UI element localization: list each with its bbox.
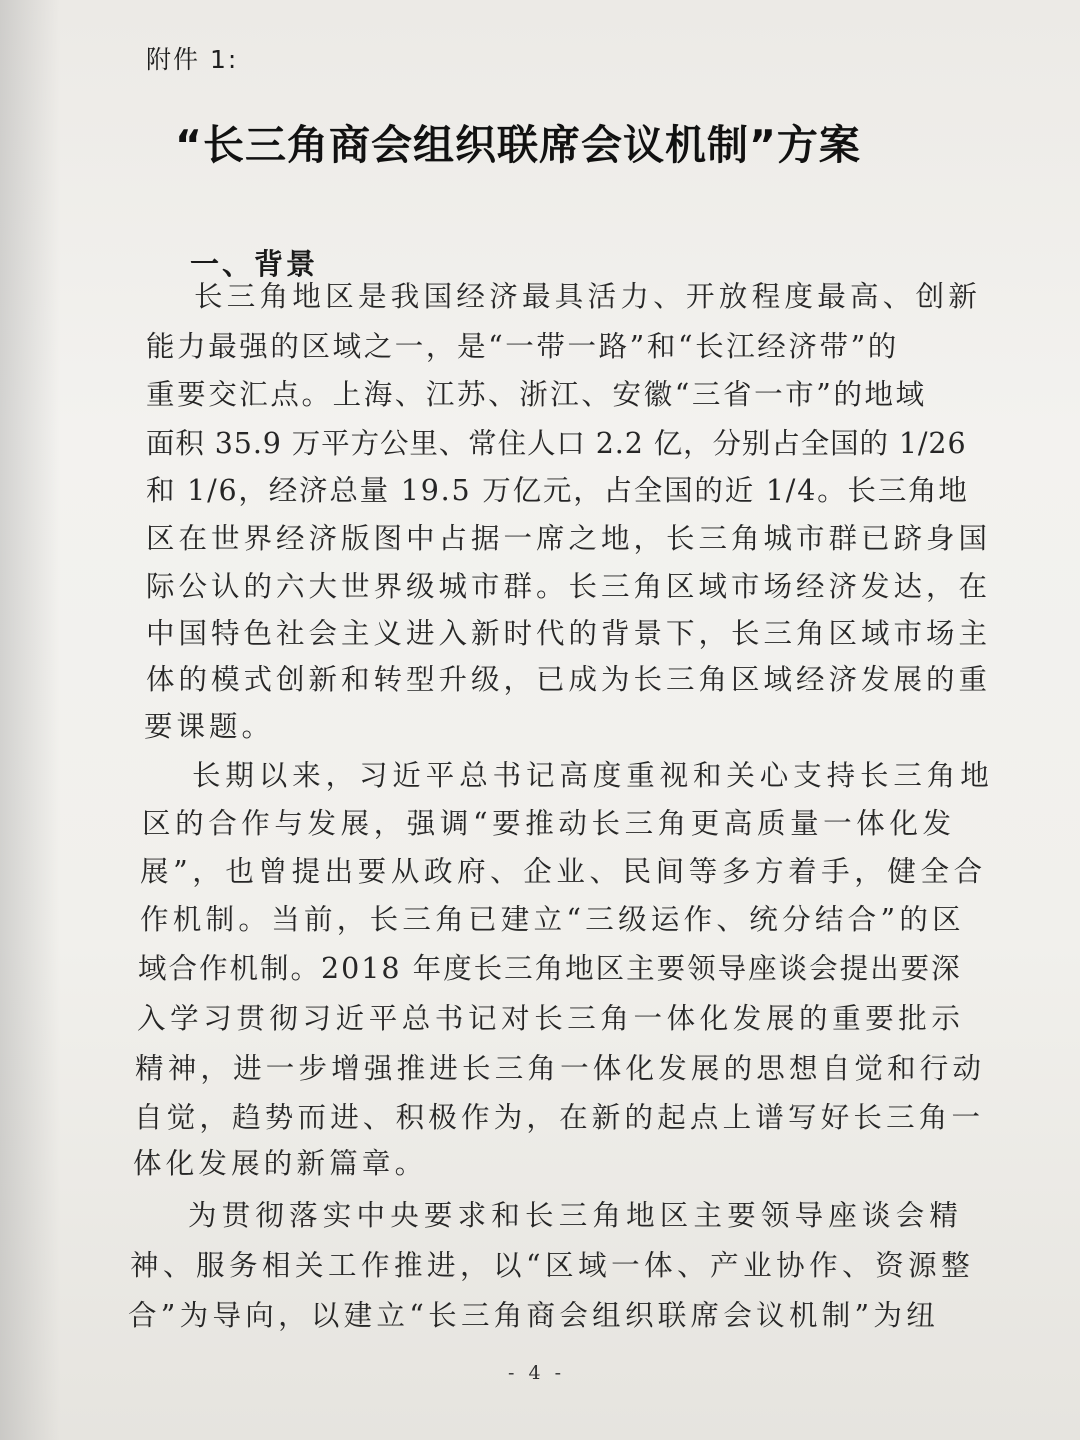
body-line: 作机制。当前，长三角已建立“三级运作、统分结合”的区	[140, 903, 965, 936]
section-heading: 一、背景	[190, 247, 319, 281]
body-line: 入学习贯彻习近平总书记对长三角一体化发展的重要批示	[137, 1002, 965, 1035]
body-line: 面积 35.9 万平方公里、常住人口 2.2 亿，分别占全国的 1/26	[146, 427, 967, 460]
document-title: “长三角商会组织联席会议机制”方案	[175, 121, 861, 169]
body-line: 体的模式创新和转型升级，已成为长三角区域经济发展的重	[146, 663, 992, 696]
body-line: 自觉，趋势而进、积极作为，在新的起点上谱写好长三角一	[134, 1101, 985, 1134]
body-line: 精神，进一步增强推进长三角一体化发展的思想自觉和行动	[135, 1052, 986, 1085]
page-number: - 4 -	[508, 1362, 566, 1384]
body-line: 神、服务相关工作推进，以“区域一体、产业协作、资源整	[130, 1249, 975, 1282]
body-line: 域合作机制。2018 年度长三角地区主要领导座谈会提出要深	[138, 952, 962, 985]
body-line: 能力最强的区域之一，是“一带一路”和“长江经济带”的	[146, 330, 899, 363]
body-line: 重要交汇点。上海、江苏、浙江、安徽“三省一市”的地域	[146, 378, 927, 411]
body-line: 合”为导向，以建立“长三角商会组织联席会议机制”为纽	[128, 1299, 940, 1332]
body-line: 中国特色社会主义进入新时代的背景下，长三角区域市场主	[146, 617, 992, 650]
attachment-label: 附件 1:	[146, 45, 239, 74]
body-line: 要课题。	[144, 710, 275, 743]
body-line: 长三角地区是我国经济最具活力、开放程度最高、创新	[194, 280, 982, 313]
body-line: 为贯彻落实中央要求和长三角地区主要领导座谈会精	[188, 1199, 964, 1232]
page-shadow	[0, 0, 60, 1440]
body-line: 展”，也曾提出要从政府、企业、民间等多方着手，健全合	[140, 855, 987, 888]
body-line: 和 1/6，经济总量 19.5 万亿元，占全国的近 1/4。长三角地	[146, 474, 969, 507]
body-line: 长期以来，习近平总书记高度重视和关心支持长三角地	[192, 759, 994, 792]
body-line: 区的合作与发展，强调“要推动长三角更高质量一体化发	[142, 807, 956, 840]
body-line: 际公认的六大世界级城市群。长三角区域市场经济发达，在	[146, 570, 992, 603]
body-line: 体化发展的新篇章。	[133, 1147, 428, 1180]
body-line: 区在世界经济版图中占据一席之地，长三角城市群已跻身国	[146, 522, 992, 555]
